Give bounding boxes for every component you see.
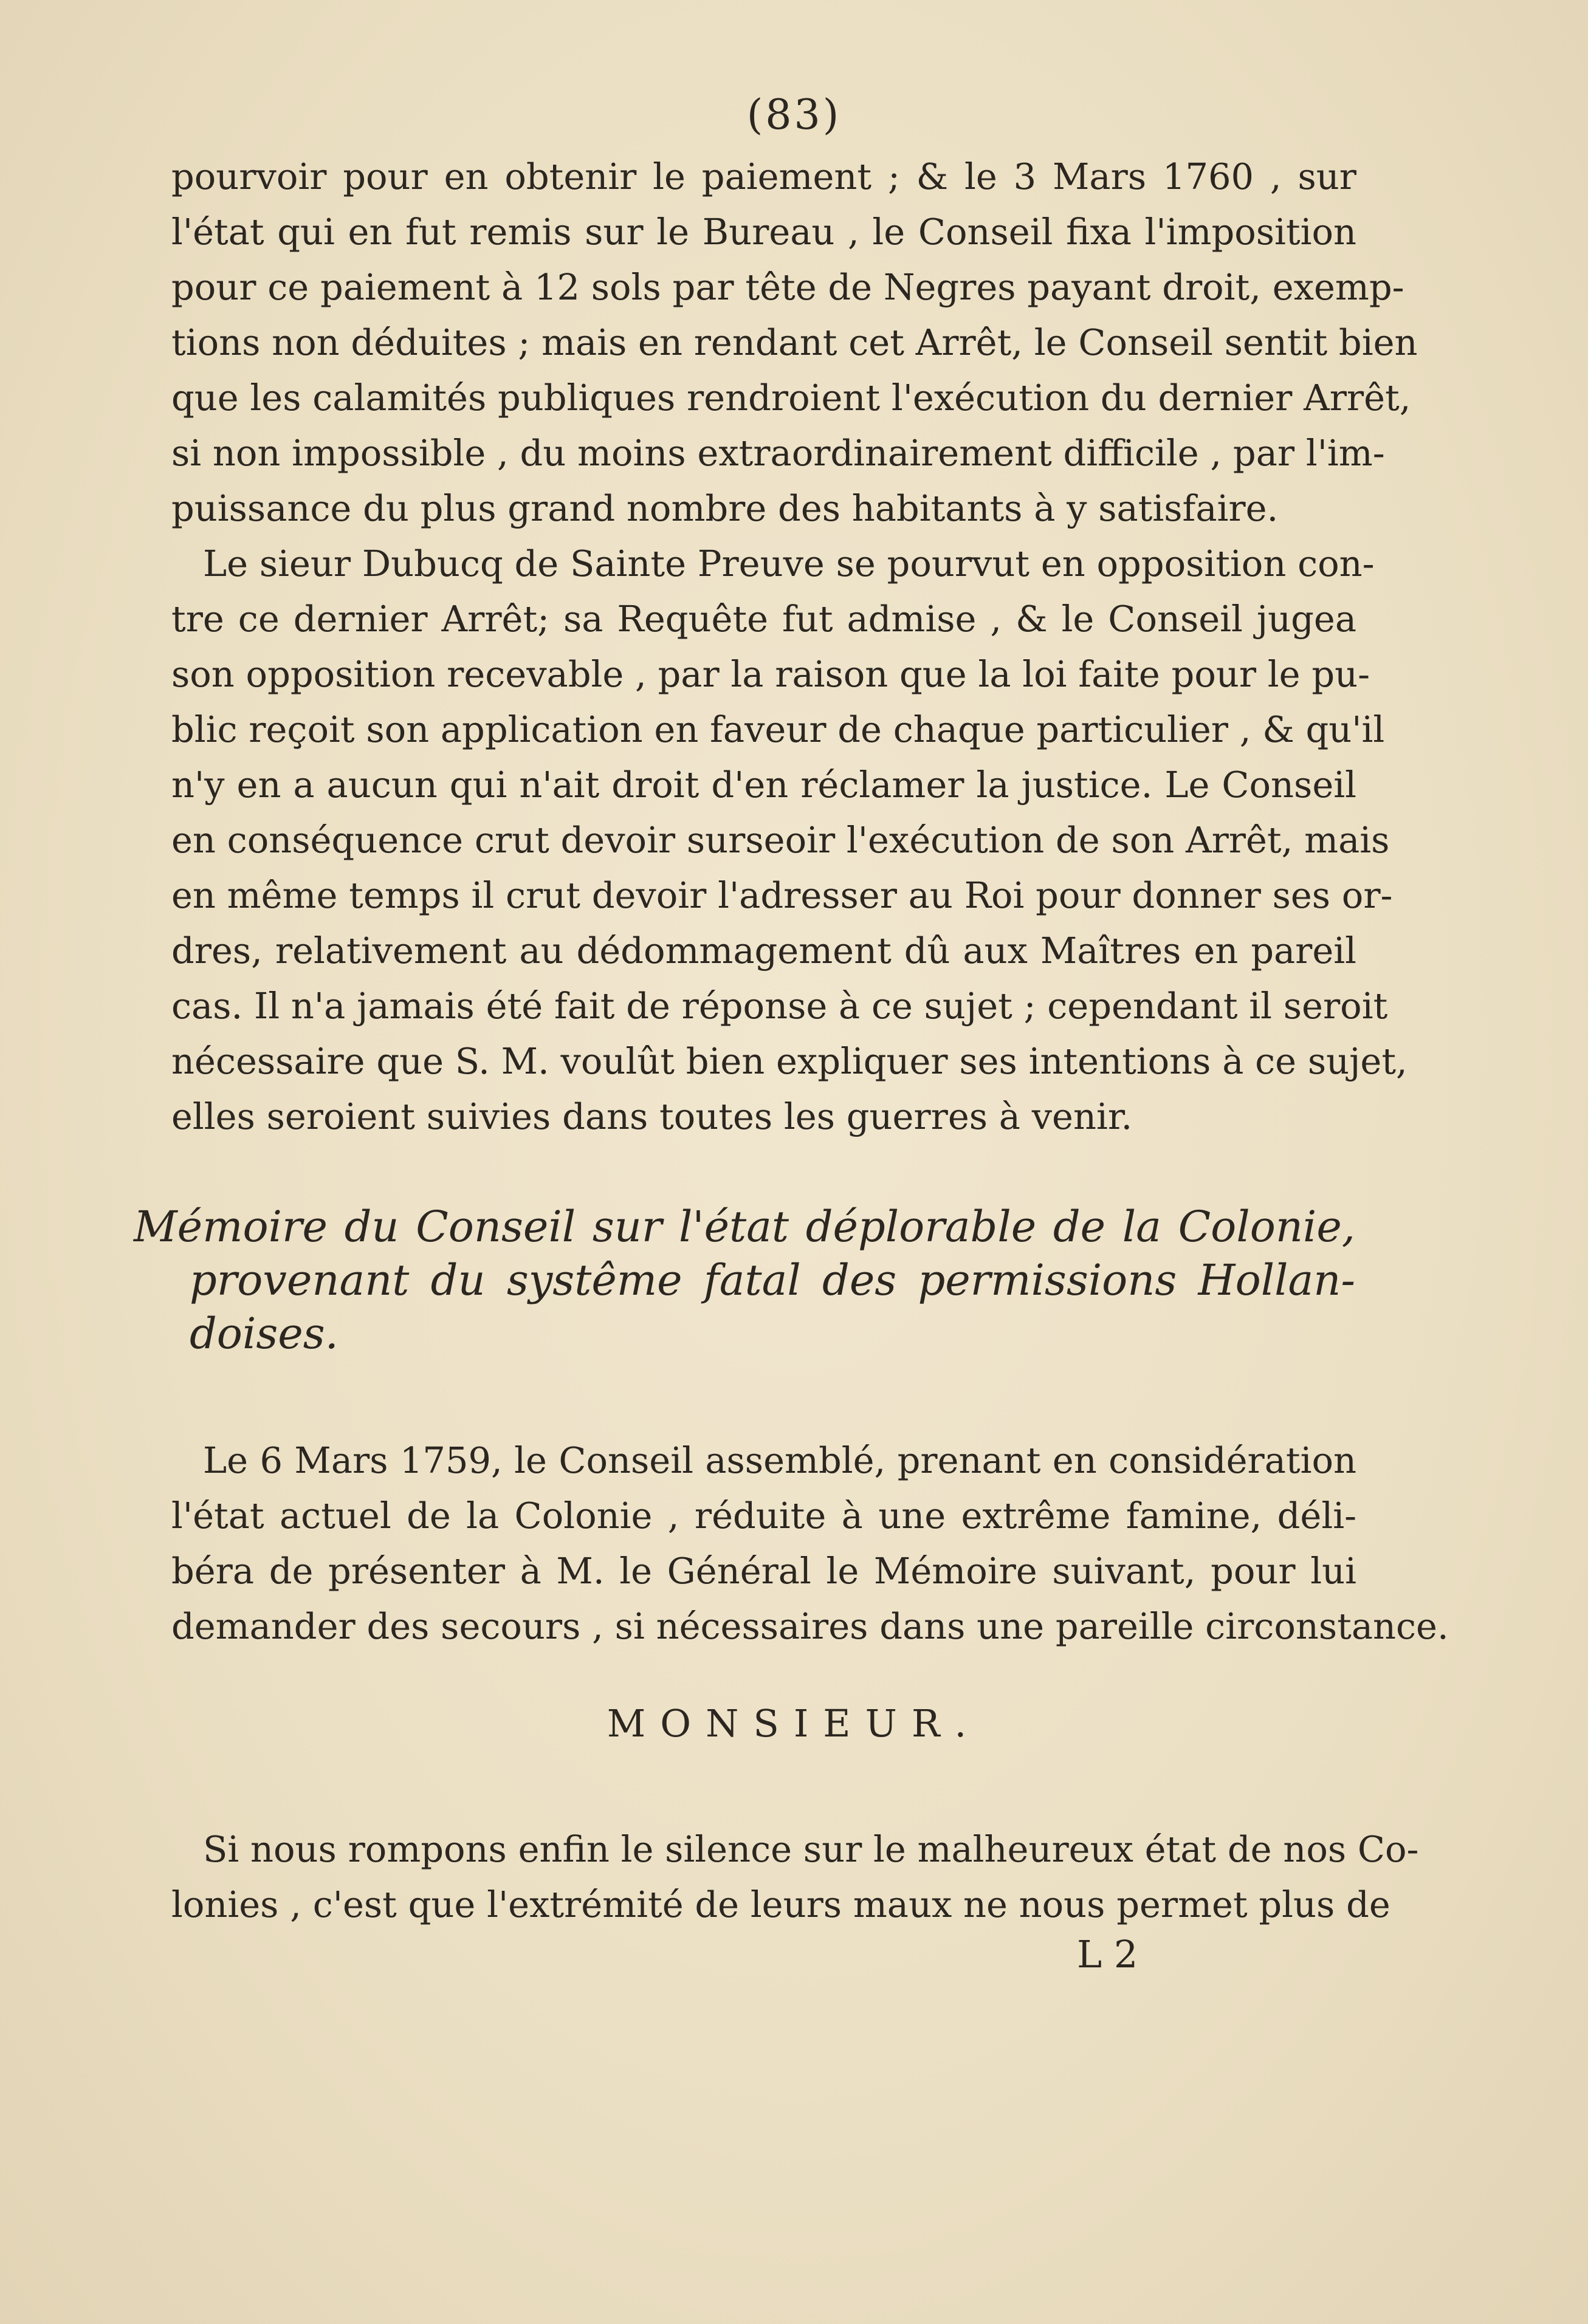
text-line: que les calamités publiques rendroient l'exécution du dernier Arrêt, <box>171 377 1411 419</box>
paragraph-2 <box>171 536 1408 1144</box>
salutation: MONSIEUR. <box>607 1701 981 1746</box>
paragraph-1 <box>171 149 1418 536</box>
text-line: pour ce paiement à 12 sols par tête de Negres payant droit, exemp- <box>171 266 1404 308</box>
heading-line: Mémoire du Conseil sur l'état déplorable de la Colonie, <box>134 1202 1355 1252</box>
paragraph-4 <box>171 1822 1419 1932</box>
heading-line: doises. <box>190 1309 339 1359</box>
text-line: demander des secours , si nécessaires dans une pareille circonstance. <box>171 1605 1449 1647</box>
text-line: Le 6 Mars 1759, le Conseil assemblé, prenant en considération <box>203 1439 1356 1481</box>
text-line: n'y en a aucun qui n'ait droit d'en réclamer la justice. Le Conseil <box>171 764 1356 806</box>
text-line: dres, relativement au dédommagement dû aux Maîtres en pareil <box>171 930 1356 972</box>
text-line: tions non déduites ; mais en rendant cet Arrêt, le Conseil sentit bien <box>171 321 1418 363</box>
text-line: son opposition recevable , par la raison que la loi faite pour le pu- <box>171 653 1370 695</box>
text-line: nécessaire que S. M. voulût bien expliquer ses intentions à ce sujet, <box>171 1040 1408 1082</box>
text-line: l'état qui en fut remis sur le Bureau , le Conseil fixa l'imposition <box>171 211 1356 253</box>
text-line: tre ce dernier Arrêt; sa Requête fut admise , & le Conseil jugea <box>171 598 1356 640</box>
heading-line: provenant du systême fatal des permissions Hollan- <box>190 1255 1355 1305</box>
text-line: puissance du plus grand nombre des habitants à y satisfaire. <box>171 487 1279 529</box>
text-line: en conséquence crut devoir surseoir l'exécution de son Arrêt, mais <box>171 819 1390 861</box>
text-line: cas. Il n'a jamais été fait de réponse à ce sujet ; cependant il seroit <box>171 985 1388 1027</box>
text-line: pourvoir pour en obtenir le paiement ; & le 3 Mars 1760 , sur <box>171 156 1356 197</box>
text-line: béra de présenter à M. le Général le Mémoire suivant, pour lui <box>171 1550 1356 1592</box>
page-number: (83) <box>746 91 842 139</box>
text-line: en même temps il crut devoir l'adresser au Roi pour donner ses or- <box>171 874 1393 916</box>
text-line: si non impossible , du moins extraordinairement difficile , par l'im- <box>171 432 1385 474</box>
text-line: l'état actuel de la Colonie , réduite à une extrême famine, déli- <box>171 1495 1356 1537</box>
section-heading <box>134 1200 1355 1360</box>
text-line: Le sieur Dubucq de Sainte Preuve se pourvut en opposition con- <box>203 543 1375 584</box>
text-line: Si nous rompons enfin le silence sur le malheureux état de nos Co- <box>203 1828 1419 1870</box>
text-line: elles seroient suivies dans toutes les guerres à venir. <box>171 1095 1133 1137</box>
signature-mark: L 2 <box>1077 1932 1138 1976</box>
text-line: lonies , c'est que l'extrémité de leurs maux ne nous permet plus de <box>171 1884 1390 1925</box>
text-line: blic reçoit son application en faveur de chaque particulier , & qu'il <box>171 708 1385 750</box>
paragraph-3 <box>171 1433 1449 1654</box>
